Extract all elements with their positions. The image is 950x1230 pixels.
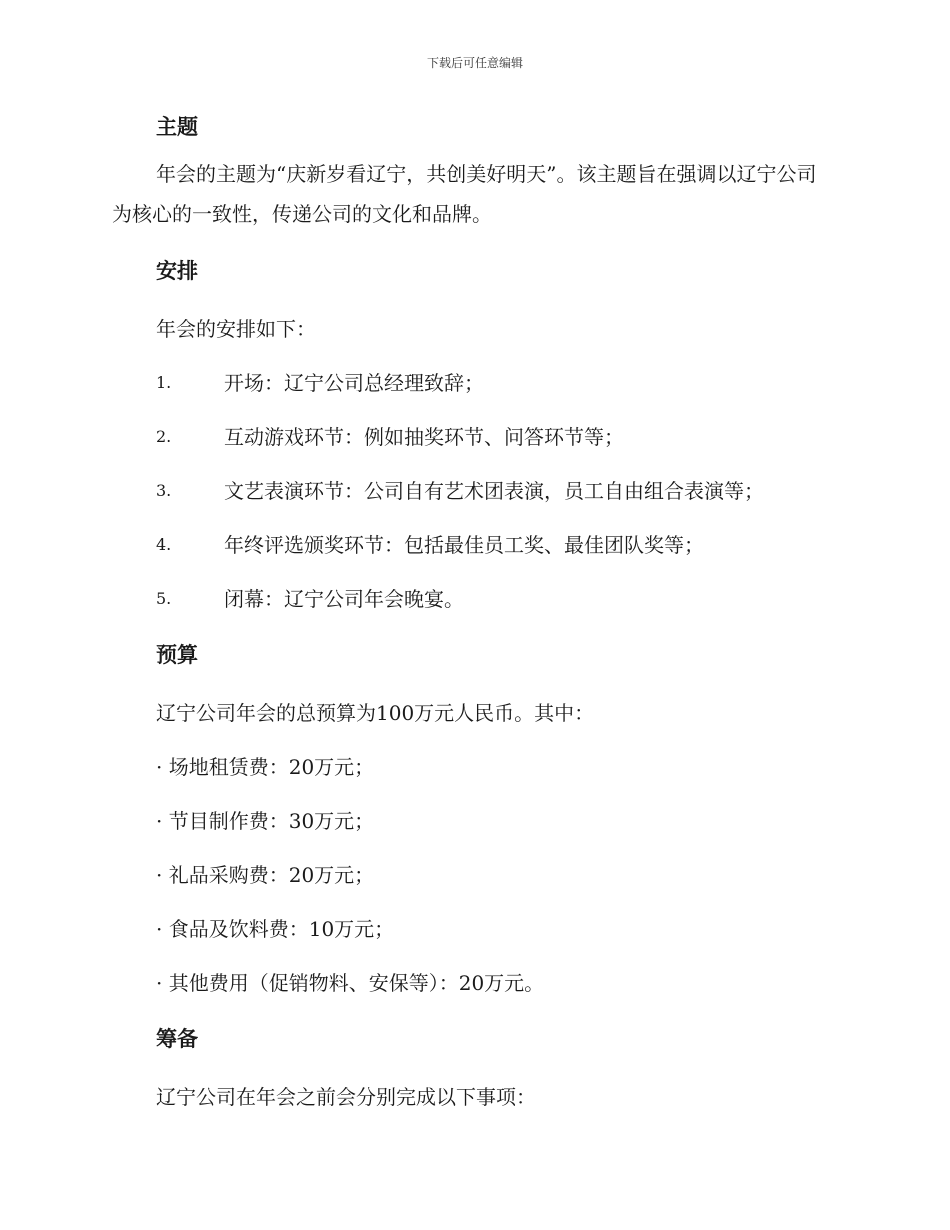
document-body: [112, 108, 836, 1112]
budget-item: · 礼品采购费：20万元；: [156, 863, 375, 887]
section-title-preparation: 筹备: [156, 1027, 198, 1051]
list-item: [112, 584, 836, 614]
section-title-budget: 预算: [156, 643, 198, 667]
budget-intro: 辽宁公司年会的总预算为100万元人民币。其中：: [156, 701, 595, 725]
preparation-intro: 辽宁公司在年会之前会分别完成以下事项：: [156, 1085, 536, 1109]
budget-item: · 节目制作费：30万元；: [156, 809, 375, 833]
budget-item: · 食品及饮料费：10万元；: [156, 917, 395, 941]
list-item-number: 3.: [156, 481, 172, 500]
list-item-number: 4.: [156, 535, 172, 554]
arrangement-intro: 年会的安排如下：: [156, 317, 316, 341]
list-item: [112, 530, 836, 560]
list-item-text: 互动游戏环节：例如抽奖环节、问答环节等；: [224, 425, 624, 449]
page-header: 下载后可任意编辑: [426, 56, 523, 70]
list-item-text: 年终评选颁奖环节：包括最佳员工奖、最佳团队奖等；: [224, 533, 704, 557]
budget-item: · 场地租赁费：20万元；: [156, 755, 375, 779]
budget-item: · 其他费用（促销物料、安保等）：20万元。: [156, 971, 545, 995]
list-item: [112, 368, 836, 398]
section-title-arrangement: 安排: [156, 259, 198, 283]
section-title-theme: 主题: [156, 115, 198, 139]
list-item-text: 闭幕：辽宁公司年会晚宴。: [224, 587, 464, 611]
list-item-number: 1.: [156, 373, 172, 392]
list-item-text: 开场：辽宁公司总经理致辞；: [224, 371, 484, 395]
list-item: [112, 476, 836, 506]
list-item-number: 2.: [156, 427, 172, 446]
theme-paragraph: 年会的主题为“庆新岁看辽宁，共创美好明天”。该主题旨在强调以辽宁公司为核心的一致性，传递公司的文化和品牌。: [112, 162, 817, 226]
list-item-number: 5.: [156, 589, 172, 608]
list-item: [112, 422, 836, 452]
list-item-text: 文艺表演环节：公司自有艺术团表演，员工自由组合表演等；: [224, 479, 764, 503]
